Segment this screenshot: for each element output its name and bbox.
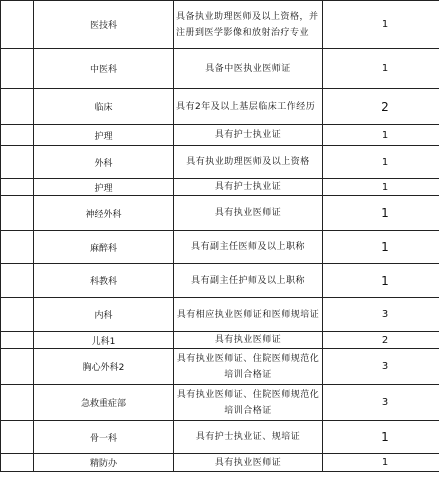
table-row	[1, 125, 439, 146]
department-cell: 内科	[34, 298, 174, 332]
department-cell: 精防办	[34, 454, 174, 472]
requirement-cell: 具有执业医师证	[174, 454, 323, 472]
headcount-cell: 1	[323, 49, 439, 89]
requirement-cell: 具有相应执业医师证和医师规培证	[174, 298, 323, 332]
table-row	[1, 421, 439, 454]
department-cell: 护理	[34, 125, 174, 146]
headcount-cell: 1	[323, 125, 439, 146]
headcount-cell: 1	[323, 264, 439, 298]
department-cell: 急救重症部	[34, 385, 174, 421]
positions-table-body	[1, 1, 439, 472]
margin-cell	[1, 49, 34, 89]
department-cell: 神经外科	[34, 196, 174, 231]
margin-cell	[1, 146, 34, 179]
department-cell: 胸心外科2	[34, 349, 174, 385]
requirement-cell: 具有执业医师证	[174, 196, 323, 231]
department-cell: 中医科	[34, 49, 174, 89]
table-row	[1, 231, 439, 264]
department-cell: 儿科1	[34, 332, 174, 349]
department-cell: 外科	[34, 146, 174, 179]
requirement-cell: 具备执业助理医师及以上资格，并注册到医学影像和放射治疗专业	[174, 1, 323, 49]
table-row	[1, 332, 439, 349]
margin-cell	[1, 298, 34, 332]
table-row	[1, 264, 439, 298]
margin-cell	[1, 196, 34, 231]
headcount-cell: 1	[323, 179, 439, 196]
table-row	[1, 49, 439, 89]
requirement-cell: 具有副主任医师及以上职称	[174, 231, 323, 264]
headcount-cell: 2	[323, 89, 439, 125]
headcount-cell: 1	[323, 196, 439, 231]
requirement-cell: 具备中医执业医师证	[174, 49, 323, 89]
table-row	[1, 454, 439, 472]
requirement-cell: 具有副主任护师及以上职称	[174, 264, 323, 298]
requirement-cell: 具有护士执业证	[174, 179, 323, 196]
margin-cell	[1, 349, 34, 385]
headcount-cell: 1	[323, 454, 439, 472]
margin-cell	[1, 125, 34, 146]
margin-cell	[1, 385, 34, 421]
department-cell: 医技科	[34, 1, 174, 49]
margin-cell	[1, 454, 34, 472]
headcount-cell: 3	[323, 298, 439, 332]
margin-cell	[1, 179, 34, 196]
headcount-cell: 1	[323, 146, 439, 179]
table-row	[1, 179, 439, 196]
headcount-cell: 3	[323, 349, 439, 385]
table-row	[1, 146, 439, 179]
requirement-cell: 具有护士执业证、规培证	[174, 421, 323, 454]
headcount-cell: 1	[323, 1, 439, 49]
requirement-cell: 具有执业助理医师及以上资格	[174, 146, 323, 179]
department-cell: 科教科	[34, 264, 174, 298]
requirement-cell: 具有执业医师证	[174, 332, 323, 349]
table-row	[1, 89, 439, 125]
requirement-cell: 具有执业医师证、住院医师规范化培训合格证	[174, 349, 323, 385]
table-row	[1, 196, 439, 231]
margin-cell	[1, 1, 34, 49]
margin-cell	[1, 332, 34, 349]
department-cell: 麻醉科	[34, 231, 174, 264]
headcount-cell: 1	[323, 231, 439, 264]
department-cell: 护理	[34, 179, 174, 196]
margin-cell	[1, 421, 34, 454]
table-row	[1, 349, 439, 385]
table-row	[1, 1, 439, 49]
department-cell: 临床	[34, 89, 174, 125]
requirement-cell: 具有护士执业证	[174, 125, 323, 146]
margin-cell	[1, 264, 34, 298]
requirement-cell: 具有2年及以上基层临床工作经历	[174, 89, 323, 125]
margin-cell	[1, 89, 34, 125]
table-row	[1, 298, 439, 332]
requirement-cell: 具有执业医师证、住院医师规范化培训合格证	[174, 385, 323, 421]
margin-cell	[1, 231, 34, 264]
headcount-cell: 3	[323, 385, 439, 421]
department-cell: 骨一科	[34, 421, 174, 454]
table-row	[1, 385, 439, 421]
headcount-cell: 1	[323, 421, 439, 454]
headcount-cell: 2	[323, 332, 439, 349]
